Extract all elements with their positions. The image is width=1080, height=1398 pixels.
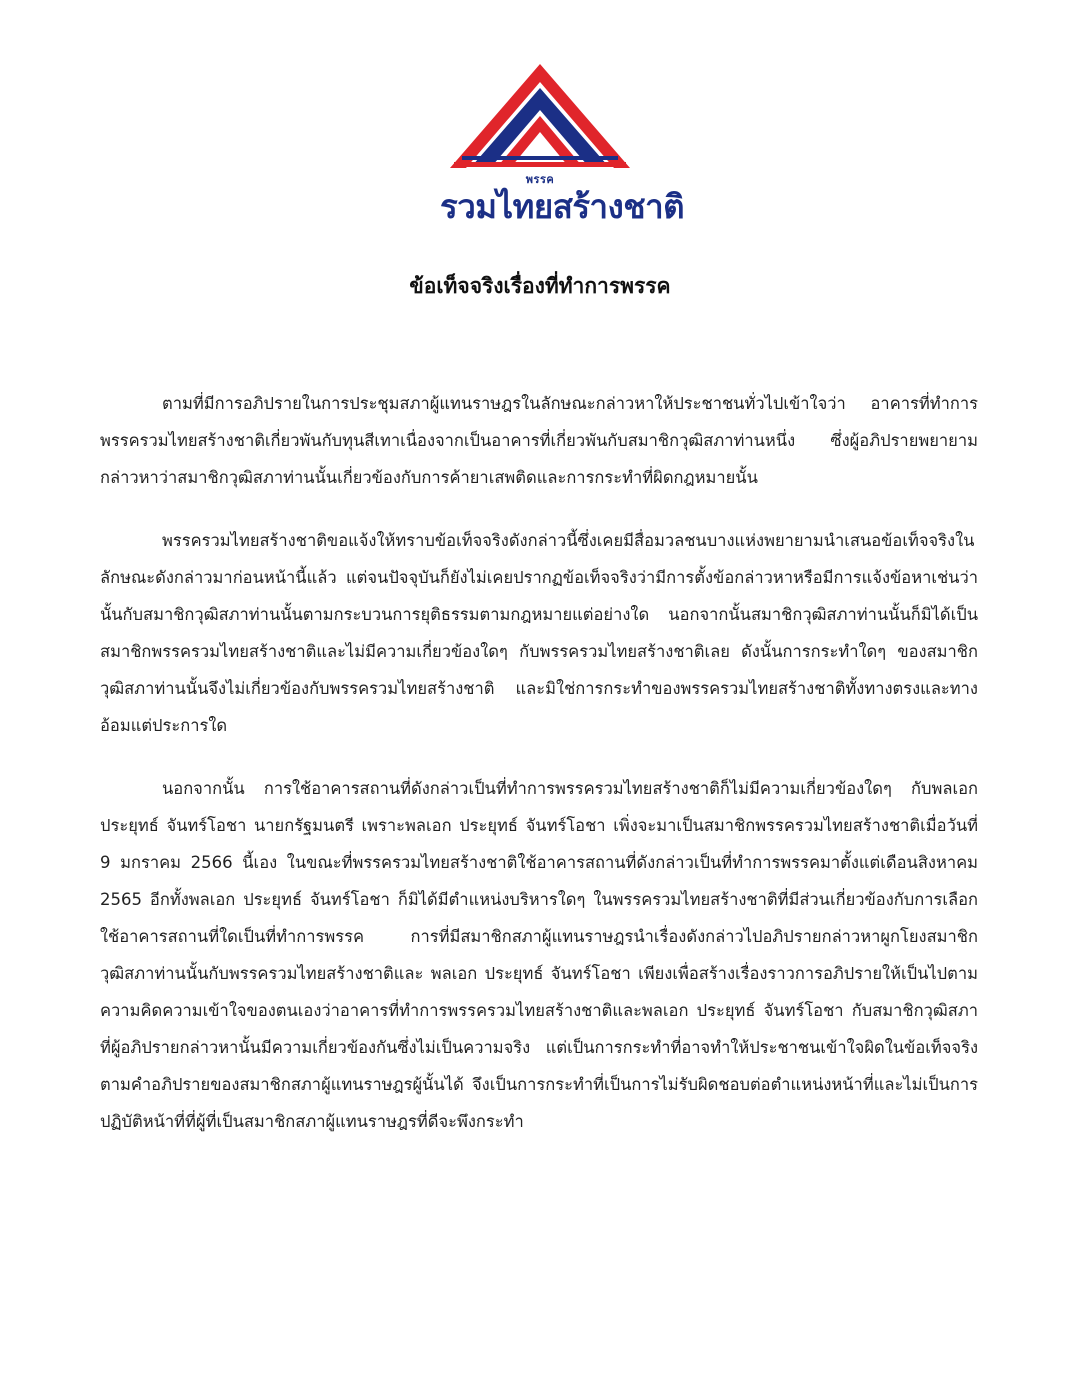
document-body xyxy=(100,385,978,1166)
party-name: รวมไทยสร้างชาติ xyxy=(440,187,685,226)
paragraph-2: พรรครวมไทยสร้างชาติขอแจ้งให้ทราบข้อเท็จจริงดังกล่าวนี้ซึ่งเคยมีสื่อมวลชนบางแห่งพยายามนำเสนอข้อเท็จจริงในลักษณะดังกล่าวมาก่อนหน้านี้แล้ว แต่จนปัจจุบันก็ยังไม่เคยปรากฏข้อเท็จจริงว่ามีการตั้งข้อกล่าวหาหรือมีการแจ้งข้อหาเช่นว่านั้นกับสมาชิกวุฒิสภาท่านนั้นตามกระบวนการยุติธรรมตามกฎหมายแต่อย่างใด นอกจากนั้นสมาชิกวุฒิสภาท่านนั้นก็มิได้เป็นสมาชิกพรรครวมไทยสร้างชาติและไม่มีความเกี่ยวข้องใดๆ กับพรรครวมไทยสร้างชาติเลย ดังนั้นการกระทำใดๆ ของสมาชิกวุฒิสภาท่านนั้นจึงไม่เกี่ยวข้องกับพรรครวมไทยสร้างชาติ และมิใช่การกระทำของพรรครวมไทยสร้างชาติทั้งทางตรงและทางอ้อมแต่ประการใด xyxy=(100,531,978,735)
logo-base-navy xyxy=(462,156,618,160)
party-abbreviation: พรรค xyxy=(525,173,555,186)
party-logo-icon xyxy=(440,58,640,178)
paragraph-3: นอกจากนั้น การใช้อาคารสถานที่ดังกล่าวเป็นที่ทำการพรรครวมไทยสร้างชาติก็ไม่มีความเกี่ยวข้องใดๆ กับพลเอก ประยุทธ์ จันทร์โอชา นายกรัฐมนตรี เพราะพลเอก ประยุทธ์ จันทร์โอชา เพิ่งจะมาเป็นสมาชิกพรรครวมไทยสร้างชาติเมื่อวันที่ 9 มกราคม 2566 นี้เอง ในขณะที่พรรครวมไทยสร้างชาติใช้อาคารสถานที่ดังกล่าวเป็นที่ทำการพรรคมาตั้งแต่เดือนสิงหาคม 2565 อีกทั้งพลเอก ประยุทธ์ จันทร์โอชา ก็มิได้มีตำแหน่งบริหารใดๆ ในพรรครวมไทยสร้างชาติที่มีส่วนเกี่ยวข้องกับการเลือกใช้อาคารสถานที่ใดเป็นที่ทำการพรรค การที่มีสมาชิกสภาผู้แทนราษฎรนำเรื่องดังกล่าวไปอภิปรายกล่าวหาผูกโยงสมาชิกวุฒิสภาท่านนั้นกับพรรครวมไทยสร้างชาติและ พลเอก ประยุทธ์ จันทร์โอชา เพียงเพื่อสร้างเรื่องราวการอภิปรายให้เป็นไปตามความคิดความเข้าใจของตนเองว่าอาคารที่ทำการพรรครวมไทยสร้างชาติและพลเอก ประยุทธ์ จันทร์โอชา กับสมาชิกวุฒิสภาที่ผู้อภิปรายกล่าวหานั้นมีความเกี่ยวข้องกันซึ่งไม่เป็นความจริง แต่เป็นการกระทำที่อาจทำให้ประชาชนเข้าใจผิดในข้อเท็จจริงตามคำอภิปรายของสมาชิกสภาผู้แทนราษฎรผู้นั้นได้ จึงเป็นการกระทำที่เป็นการไม่รับผิดชอบต่อตำแหน่งหน้าที่และไม่เป็นการปฏิบัติหน้าที่ที่ผู้ที่เป็นสมาชิกสภาผู้แทนราษฎรที่ดีจะพึงกระทำ xyxy=(100,779,978,1131)
logo-base-red xyxy=(454,162,626,167)
paragraph-1: ตามที่มีการอภิปรายในการประชุมสภาผู้แทนราษฎรในลักษณะกล่าวหาให้ประชาชนทั่วไปเข้าใจว่า อาคารที่ทำการพรรครวมไทยสร้างชาติเกี่ยวพันกับทุนสีเทาเนื่องจากเป็นอาคารที่เกี่ยวพันกับสมาชิกวุฒิสภาท่านหนึ่ง ซึ่งผู้อภิปรายพยายามกล่าวหาว่าสมาชิกวุฒิสภาท่านนั้นเกี่ยวข้องกับการค้ายาเสพติดและการกระทำที่ผิดกฎหมายนั้น xyxy=(100,394,978,487)
document-title: ข้อเท็จจริงเรื่องที่ทำการพรรค xyxy=(409,274,671,298)
party-logo xyxy=(440,58,685,228)
